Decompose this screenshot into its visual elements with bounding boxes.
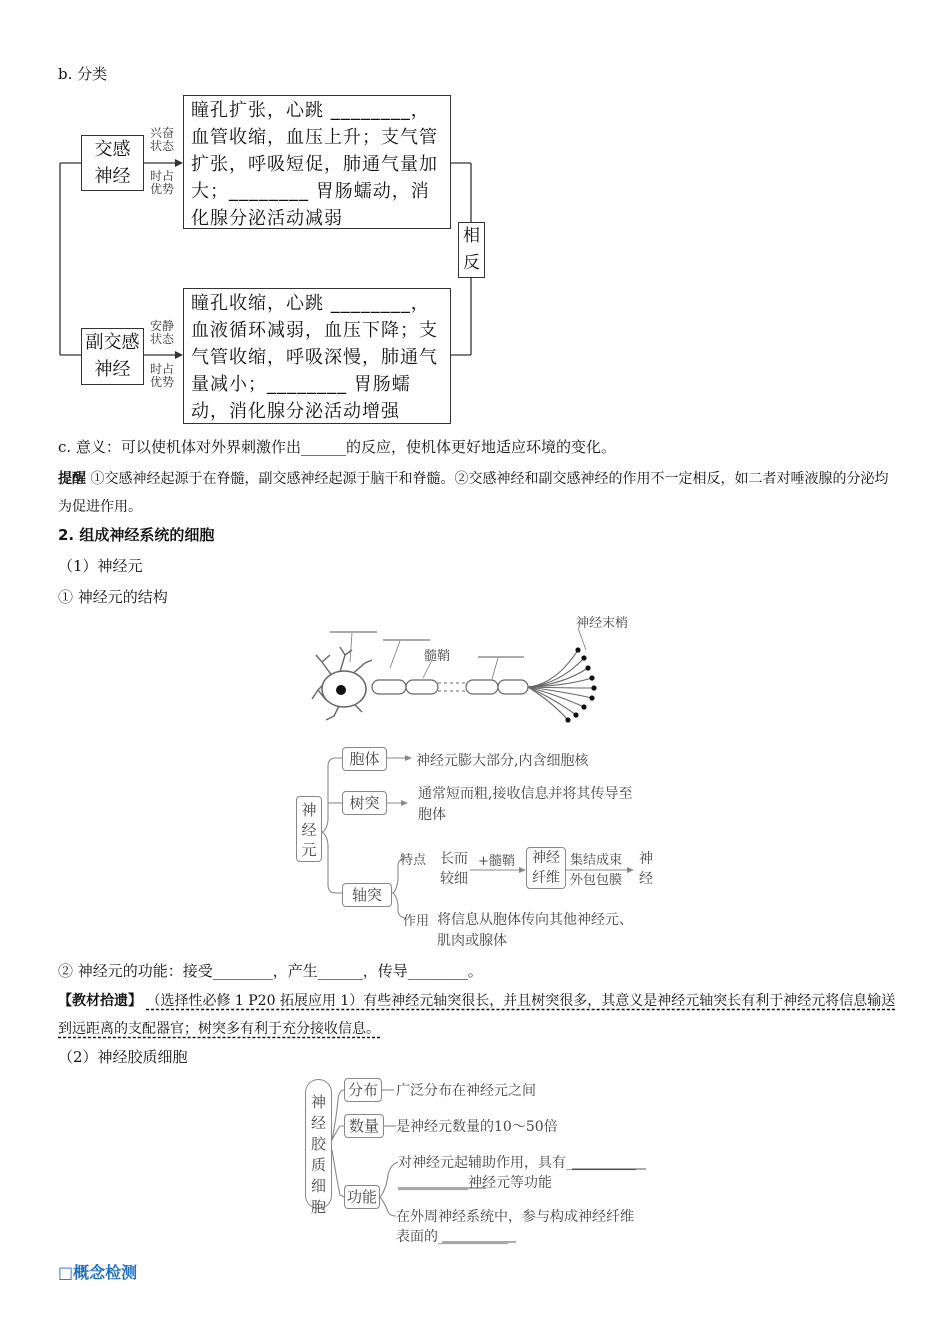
glia-function-box (344, 1185, 380, 1209)
sympathetic-name-line1: 交感 (94, 139, 131, 160)
reminder-text: ①交感神经起源于在脊髓，副交感神经起源于脑干和脊髓。②交感神经和副交感神经的作用不一定相反，如二者对唾液腺的分泌均为促进作用。 (58, 471, 889, 515)
neuron-root-label: 神经元 (301, 801, 317, 859)
parasympathetic-effects: 瞳孔收缩，心跳 ________，血液循环减弱，血压下降；支气管收缩，呼吸深慢，肺通气量减小；________ 胃肠蠕动，消化腺分泌活动增强 (191, 293, 438, 422)
neuron-function-line: ② 神经元的功能：接受________，产生______，传导________。 (58, 962, 483, 980)
parasympathetic-state: 安静状态 (150, 319, 175, 346)
glia-distribution-label: 分布 (347, 1081, 378, 1099)
concept-check-heading: □概念检测 (58, 1263, 138, 1282)
axon-feature-line2: 较细 (440, 871, 468, 887)
glia-quantity-label: 数量 (348, 1117, 379, 1135)
textbook-label: 【教材拾遗】 (58, 993, 142, 1009)
sympathetic-name-line2: 神经 (94, 166, 131, 187)
bundle-line2: 外包包膜 (570, 873, 623, 888)
axon-feature-line1: 长而 (440, 851, 468, 867)
axon-feature-label: 特点 (400, 853, 427, 868)
axon-function-label: 作用 (403, 914, 430, 929)
parasympathetic-name-line2: 神经 (94, 359, 131, 380)
parasympathetic-name-line1: 副交感 (85, 332, 140, 353)
dendrite-desc-line1: 通常短而粗,接收信息并将其传导至 (418, 786, 633, 802)
axon-function-line2: 肌肉或腺体 (437, 933, 507, 949)
glia-quantity-desc: 是神经元数量的10～50倍 (396, 1119, 558, 1135)
sympathetic-effects: 瞳孔扩张，心跳 ________，血管收缩，血压上升；支气管扩张，呼吸短促，肺通气量加大；________ 胃肠蠕动，消化腺分泌活动减弱 (191, 100, 438, 229)
textbook-text: （选择性必修 1 P20 拓展应用 1）有些神经元轴突很长，并且树突很多，其意义是神经元轴突长有利于神经元将信息输送到远距离的支配器官；树突多有利于充分接收信息。 (58, 993, 896, 1037)
glia-distribution-box (344, 1078, 382, 1102)
terminal-label: 神经末梢 (576, 616, 629, 631)
sympathetic-state: 兴奋状态 (150, 126, 175, 153)
reminder-label: 提醒 (58, 471, 86, 487)
heading-nerve-cells: 2. 组成神经系统的细胞 (58, 526, 215, 544)
glia-function-line1: 对神经元起辅助作用，具有__________ (398, 1155, 636, 1171)
sub-neuron: （1）神经元 (58, 557, 143, 575)
nerve-line2: 经 (639, 871, 653, 887)
nerve-fiber-line2: 纤维 (532, 870, 560, 886)
myelin-label: 髓鞘 (424, 649, 451, 664)
section-b-label: b. 分类 (58, 65, 108, 83)
opposite-line2: 反 (463, 253, 480, 273)
sub-glia: （2）神经胶质细胞 (58, 1048, 188, 1066)
cell-body-label: 胞体 (349, 750, 380, 768)
nerve-line1: 神 (639, 851, 653, 867)
glia-root-label: 神经胶质细胞 (310, 1093, 326, 1216)
dendrite-label: 树突 (349, 794, 380, 812)
nerve-fiber-line1: 神经 (532, 850, 560, 866)
cell-body-desc: 神经元膨大部分,内含细胞核 (416, 753, 589, 769)
glia-root-box (305, 1079, 332, 1216)
dendrite-desc-line2: 胞体 (418, 807, 446, 823)
neuron-structure-title: ① 神经元的结构 (58, 588, 168, 606)
section-c-text: c. 意义：可以使机体对外界刺激作出______的反应，使机体更好地适应环境的变化。 (58, 438, 616, 456)
axon-function-line1: 将信息从胞体传向其他神经元、 (437, 912, 633, 928)
glia-distribution-desc: 广泛分布在神经元之间 (396, 1083, 536, 1099)
glia-function-line2: __________神经元等功能 (398, 1175, 552, 1191)
axon-label: 轴突 (351, 886, 382, 904)
axon-plus-myelin: +髓鞘 (478, 854, 515, 869)
sympathetic-dominance: 时占优势 (150, 169, 175, 196)
opposite-line1: 相 (463, 226, 480, 246)
bundle-line1: 集结成束 (570, 853, 623, 868)
glia-quantity-box (344, 1114, 384, 1138)
glia-function-line4: 表面的__________ (396, 1229, 508, 1245)
parasympathetic-dominance: 时占优势 (150, 362, 175, 389)
glia-function-line3: 在外周神经系统中，参与构成神经纤维 (396, 1209, 634, 1225)
glia-function-label: 功能 (346, 1188, 377, 1206)
